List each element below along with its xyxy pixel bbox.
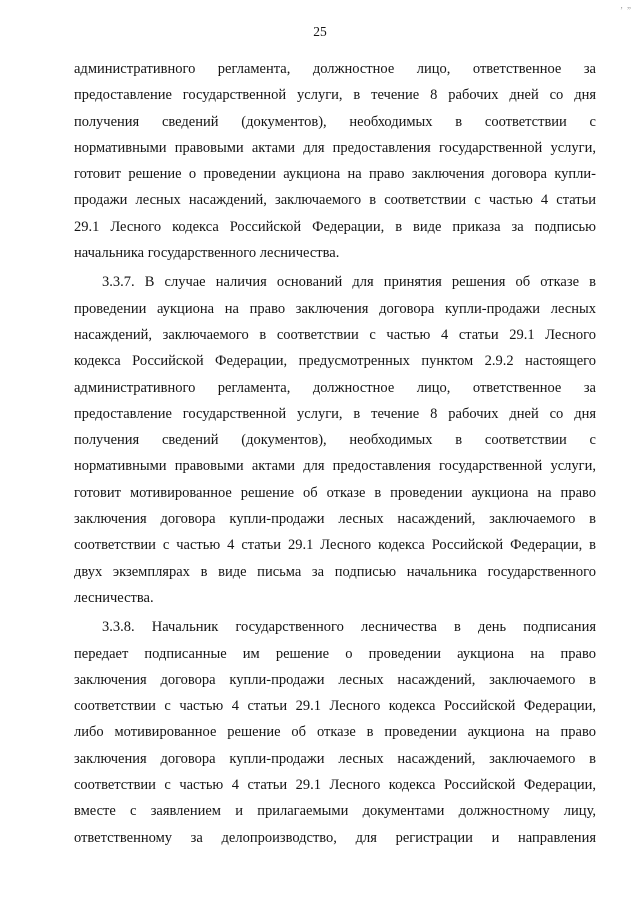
- text-line: заключения договора купли-продажи лесных насаждений, заключаемого в: [74, 511, 596, 528]
- text-line: соответствии с частью 4 статьи 29.1 Лесного кодекса Российской Федерации,: [74, 777, 596, 794]
- text-line: либо мотивированное решение об отказе в проведении аукциона на право: [74, 724, 596, 741]
- text-line: заключения договора купли-продажи лесных насаждений, заключаемого в: [74, 671, 596, 688]
- text-line: начальника государственного лесничества.: [74, 245, 340, 262]
- text-line: насаждений, заключаемого в соответствии с частью 4 статьи 29.1 Лесного: [74, 326, 596, 343]
- text-line: нормативными правовыми актами для предоставления государственной услуги,: [74, 458, 596, 475]
- text-line: 29.1 Лесного кодекса Российской Федерации, в виде приказа за подписью: [74, 218, 596, 235]
- text-line: соответствии с частью 4 статьи 29.1 Лесного кодекса Российской Федерации, в: [74, 537, 596, 554]
- text-line: соответствии с частью 4 статьи 29.1 Лесного кодекса Российской Федерации,: [74, 698, 596, 715]
- text-line: передает подписанные им решение о проведении аукциона на право: [74, 645, 596, 662]
- text-line: нормативными правовыми актами для предоставления государственной услуги,: [74, 139, 596, 156]
- text-line: кодекса Российской Федерации, предусмотренных пунктом 2.9.2 настоящего: [74, 353, 596, 370]
- corner-mark: , „: [620, 0, 632, 10]
- text-line: предоставление государственной услуги, в течение 8 рабочих дней со дня: [74, 405, 596, 422]
- text-line: ответственному за делопроизводство, для регистрации и направления: [74, 829, 596, 846]
- text-line: вместе с заявлением и прилагаемыми документами должностному лицу,: [74, 803, 596, 820]
- text-line: административного регламента, должностное лицо, ответственное за: [74, 61, 596, 77]
- text-line: заключения договора купли-продажи лесных насаждений, заключаемого в: [74, 750, 596, 767]
- text-line: готовит решение о проведении аукциона на право заключения договора купли-: [74, 166, 596, 183]
- text-line: получения сведений (документов), необходимых в соответствии с: [74, 432, 596, 449]
- document-body: [74, 56, 596, 851]
- text-line: двух экземплярах в виде письма за подписью начальника государственного: [74, 563, 596, 580]
- text-line: лесничества.: [74, 589, 154, 606]
- text-line: административного регламента, должностное лицо, ответственное за: [74, 379, 596, 396]
- text-line: 3.3.8. Начальник государственного лесничества в день подписания: [102, 619, 596, 636]
- text-line: предоставление государственной услуги, в течение 8 рабочих дней со дня: [74, 87, 596, 104]
- text-line: 3.3.7. В случае наличия оснований для принятия решения об отказе в: [102, 274, 596, 291]
- text-line: готовит мотивированное решение об отказе в проведении аукциона на право: [74, 484, 596, 501]
- text-line: проведении аукциона на право заключения договора купли-продажи лесных: [74, 300, 596, 317]
- page-number: 25: [313, 24, 327, 39]
- text-line: получения сведений (документов), необходимых в соответствии с: [74, 113, 596, 130]
- text-line: продажи лесных насаждений, заключаемого в соответствии с частью 4 статьи: [74, 192, 596, 209]
